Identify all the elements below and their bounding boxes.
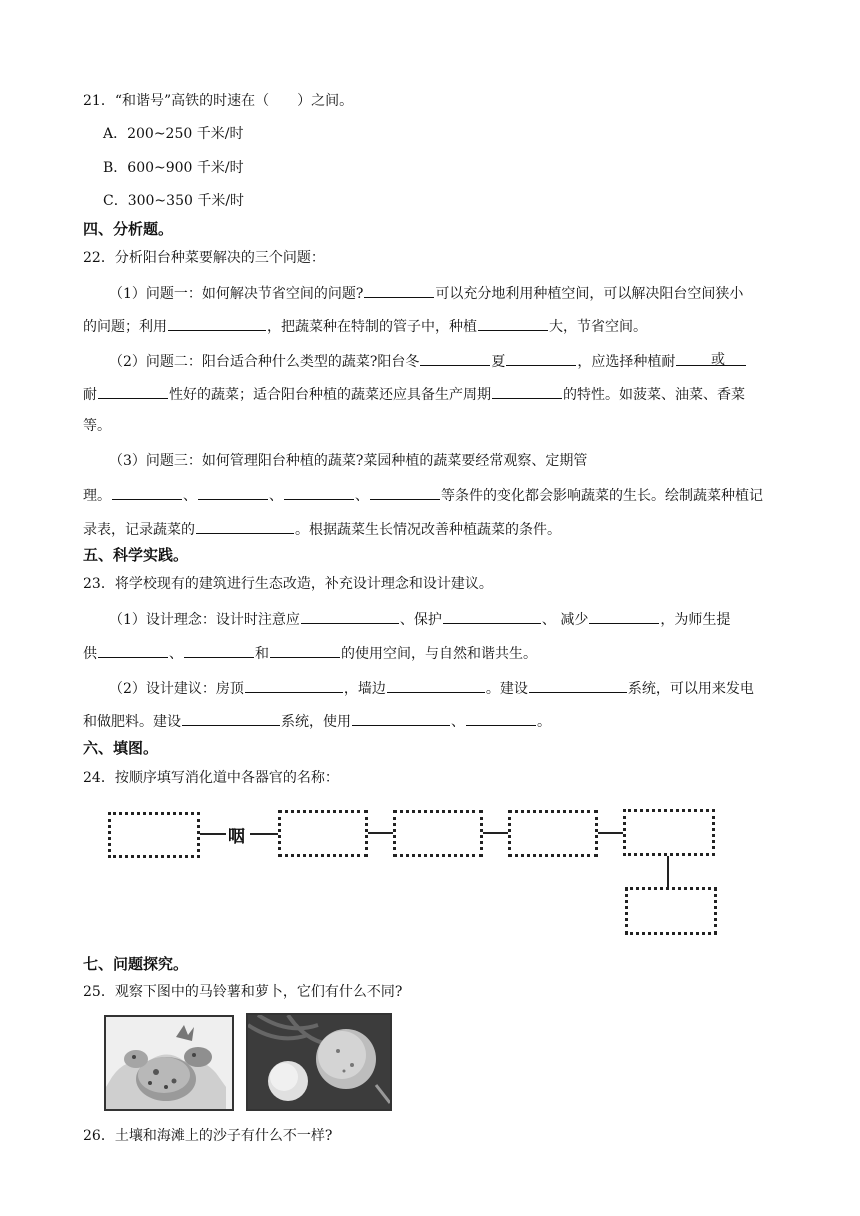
connector-line (200, 833, 226, 835)
q23-part2-line2: 和做肥料。建设 系统，使用 、 。 (83, 710, 551, 732)
blank[interactable] (529, 677, 627, 693)
potato-photo (104, 1015, 234, 1111)
q22-part2-line1: （2）问题二：阳台适合种什么类型的蔬菜?阳台冬 夏 ，应选择种植耐 或 (109, 350, 747, 372)
blank[interactable] (198, 484, 268, 500)
section-5-title: 五、科学实践。 (83, 546, 189, 564)
connector-line (483, 832, 508, 834)
blank[interactable] (466, 710, 536, 726)
blank[interactable] (443, 608, 541, 624)
blank[interactable] (98, 383, 168, 399)
q22-part2-line3: 等。 (83, 418, 111, 434)
question-25-stem: 25．观察下图中的马铃薯和萝卜，它们有什么不同? (83, 984, 403, 1000)
blank[interactable] (589, 608, 659, 624)
answer-box-1[interactable] (108, 812, 200, 858)
answer-box-4[interactable] (508, 810, 598, 857)
option-a: A．200~250 千米/时 (103, 126, 244, 142)
potato-icon (106, 1017, 232, 1109)
blank[interactable] (270, 642, 340, 658)
blank[interactable] (492, 383, 562, 399)
section-4-title: 四、分析题。 (83, 220, 174, 238)
radish-photo (246, 1013, 392, 1111)
blank[interactable] (168, 315, 266, 331)
q22-part1-line2: 的问题；利用 ，把蔬菜种在特制的管子中，种植 大，节省空间。 (83, 315, 647, 337)
q22-part2-line2: 耐 性好的蔬菜；适合阳台种植的蔬菜还应具备生产周期 的特性。如菠菜、油菜、香菜 (83, 383, 745, 405)
q22-part1-line1: （1）问题一：如何解决节省空间的问题? 可以充分地利用种植空间，可以解决阳台空间狭小 (109, 282, 743, 304)
q23-part1-line2: 供 、 和 的使用空间，与自然和谐共生。 (83, 642, 537, 664)
blank[interactable] (364, 282, 434, 298)
radish-icon (248, 1015, 390, 1109)
answer-box-6[interactable] (625, 887, 717, 935)
option-c: C．300~350 千米/时 (103, 193, 245, 209)
question-22-stem: 22．分析阳台种菜要解决的三个问题： (83, 250, 325, 266)
blank[interactable] (352, 710, 450, 726)
blank[interactable] (370, 484, 440, 500)
blank[interactable] (387, 677, 485, 693)
answer-box-2[interactable] (278, 810, 368, 857)
q23-part2-line1: （2）设计建议：房顶 ，墙边 。建设 系统，可以用来发电 (109, 677, 754, 699)
pharynx-label: 咽 (228, 827, 245, 847)
blank[interactable] (301, 608, 399, 624)
answer-box-3[interactable] (393, 810, 483, 857)
blank[interactable] (184, 642, 254, 658)
answer-box-5[interactable] (623, 809, 715, 856)
connector-line (368, 832, 393, 834)
blank[interactable] (98, 642, 168, 658)
section-7-title: 七、问题探究。 (83, 955, 189, 973)
question-24-stem: 24．按顺序填写消化道中各器官的名称： (83, 770, 339, 786)
q22-part3-line2: 理。 、 、 、 等条件的变化都会影响蔬菜的生长。绘制蔬菜种植记 (83, 484, 763, 506)
option-b: B．600~900 千米/时 (103, 160, 244, 176)
question-26-stem: 26．土壤和海滩上的沙子有什么不一样? (83, 1128, 333, 1144)
q23-part1-line1: （1）设计理念：设计时注意应 、保护 、 减少 ，为师生提 (109, 608, 730, 630)
section-6-title: 六、填图。 (83, 739, 159, 757)
blank[interactable] (506, 350, 576, 366)
blank[interactable] (182, 710, 280, 726)
connector-line (250, 833, 278, 835)
q22-part3-line1: （3）问题三：如何管理阳台种植的蔬菜?菜园种植的蔬菜要经常观察、定期管 (109, 453, 588, 469)
q22-part3-line3: 录表，记录蔬菜的 。根据蔬菜生长情况改善种植蔬菜的条件。 (83, 518, 561, 540)
blank[interactable] (112, 484, 182, 500)
blank[interactable] (245, 677, 343, 693)
blank[interactable] (478, 315, 548, 331)
question-21-stem: 21．“和谐号”高铁的时速在（ ）之间。 (83, 93, 354, 109)
connector-line (667, 856, 669, 887)
connector-line (598, 832, 623, 834)
blank[interactable] (196, 518, 294, 534)
blank[interactable] (284, 484, 354, 500)
question-23-stem: 23．将学校现有的建筑进行生态改造，补充设计理念和设计建议。 (83, 576, 493, 592)
blank[interactable] (420, 350, 490, 366)
